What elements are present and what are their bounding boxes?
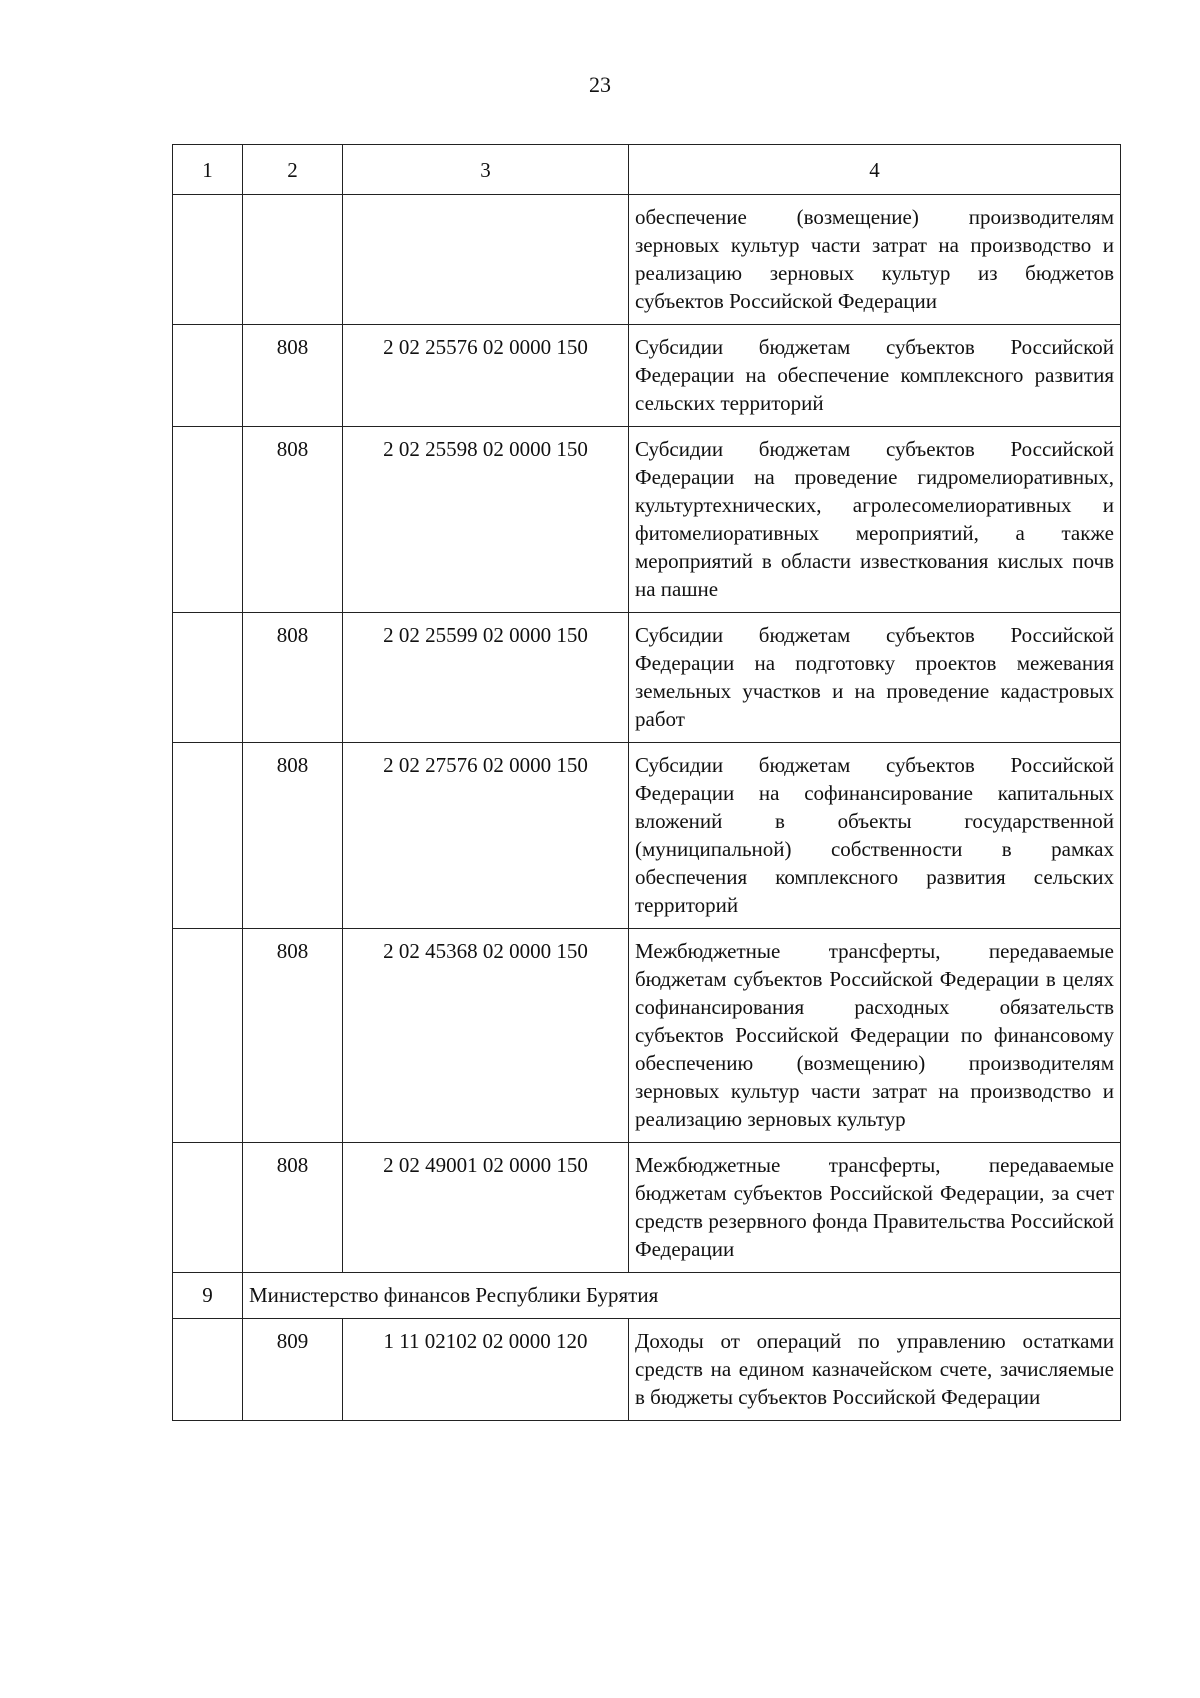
cell-description: Доходы от операций по управлению остатками средств на едином казначейском счете, зачисляемые в бюджеты субъектов Российской Федерации	[629, 1319, 1121, 1421]
header-col-2: 2	[243, 145, 343, 195]
cell-number	[173, 1319, 243, 1421]
cell-admin-code: 808	[243, 1143, 343, 1273]
table-row	[173, 1143, 1121, 1273]
table-row	[173, 195, 1121, 325]
cell-admin-code: 808	[243, 325, 343, 427]
table-row	[173, 613, 1121, 743]
cell-description: Межбюджетные трансферты, передаваемые бюджетам субъектов Российской Федерации в целях софинансирования расходных обязательств субъектов Российской Федерации по финансовому обеспечению (возмещению) производителям зерновых культур части затрат на производство и реализацию зерновых культур	[629, 929, 1121, 1143]
table-row	[173, 929, 1121, 1143]
cell-description: обеспечение (возмещение) производителям зерновых культур части затрат на производство и реализацию зерновых культур из бюджетов субъектов Российской Федерации	[629, 195, 1121, 325]
cell-number	[173, 613, 243, 743]
cell-admin-code: 809	[243, 1319, 343, 1421]
table-row	[173, 743, 1121, 929]
cell-description: Субсидии бюджетам субъектов Российской Федерации на проведение гидромелиоративных, культуртехнических, агролесомелиоративных и фитомелиоративных мероприятий, а также мероприятий в области известкования кислых почв на пашне	[629, 427, 1121, 613]
cell-admin-code: 808	[243, 613, 343, 743]
cell-number	[173, 1143, 243, 1273]
cell-admin-code: 808	[243, 929, 343, 1143]
cell-admin-code: 808	[243, 427, 343, 613]
cell-revenue-code: 2 02 27576 02 0000 150	[343, 743, 629, 929]
cell-admin-code: 808	[243, 743, 343, 929]
cell-revenue-code: 2 02 45368 02 0000 150	[343, 929, 629, 1143]
cell-description: Субсидии бюджетам субъектов Российской Федерации на обеспечение комплексного развития сельских территорий	[629, 325, 1121, 427]
cell-description: Межбюджетные трансферты, передаваемые бюджетам субъектов Российской Федерации, за счет средств резервного фонда Правительства Российской Федерации	[629, 1143, 1121, 1273]
table-row	[173, 427, 1121, 613]
cell-number	[173, 427, 243, 613]
cell-revenue-code: 2 02 25598 02 0000 150	[343, 427, 629, 613]
header-col-3: 3	[343, 145, 629, 195]
cell-description: Субсидии бюджетам субъектов Российской Федерации на софинансирование капитальных вложений в объекты государственной (муниципальной) собственности в рамках обеспечения комплексного развития сельских территорий	[629, 743, 1121, 929]
cell-revenue-code: 2 02 25576 02 0000 150	[343, 325, 629, 427]
cell-revenue-code: 1 11 02102 02 0000 120	[343, 1319, 629, 1421]
table-row	[173, 1319, 1121, 1421]
table-header-row	[173, 145, 1121, 195]
cell-number	[173, 195, 243, 325]
cell-number	[173, 929, 243, 1143]
budget-classification-table	[172, 144, 1121, 1421]
section-title: Министерство финансов Республики Бурятия	[243, 1273, 1121, 1319]
page-number: 23	[589, 72, 611, 97]
cell-revenue-code	[343, 195, 629, 325]
cell-description: Субсидии бюджетам субъектов Российской Федерации на подготовку проектов межевания земельных участков и на проведение кадастровых работ	[629, 613, 1121, 743]
cell-revenue-code: 2 02 25599 02 0000 150	[343, 613, 629, 743]
cell-number	[173, 743, 243, 929]
header-col-1: 1	[173, 145, 243, 195]
section-row	[173, 1273, 1121, 1319]
cell-admin-code	[243, 195, 343, 325]
cell-revenue-code: 2 02 49001 02 0000 150	[343, 1143, 629, 1273]
section-number: 9	[173, 1273, 243, 1319]
header-col-4: 4	[629, 145, 1121, 195]
table-row	[173, 325, 1121, 427]
cell-number	[173, 325, 243, 427]
